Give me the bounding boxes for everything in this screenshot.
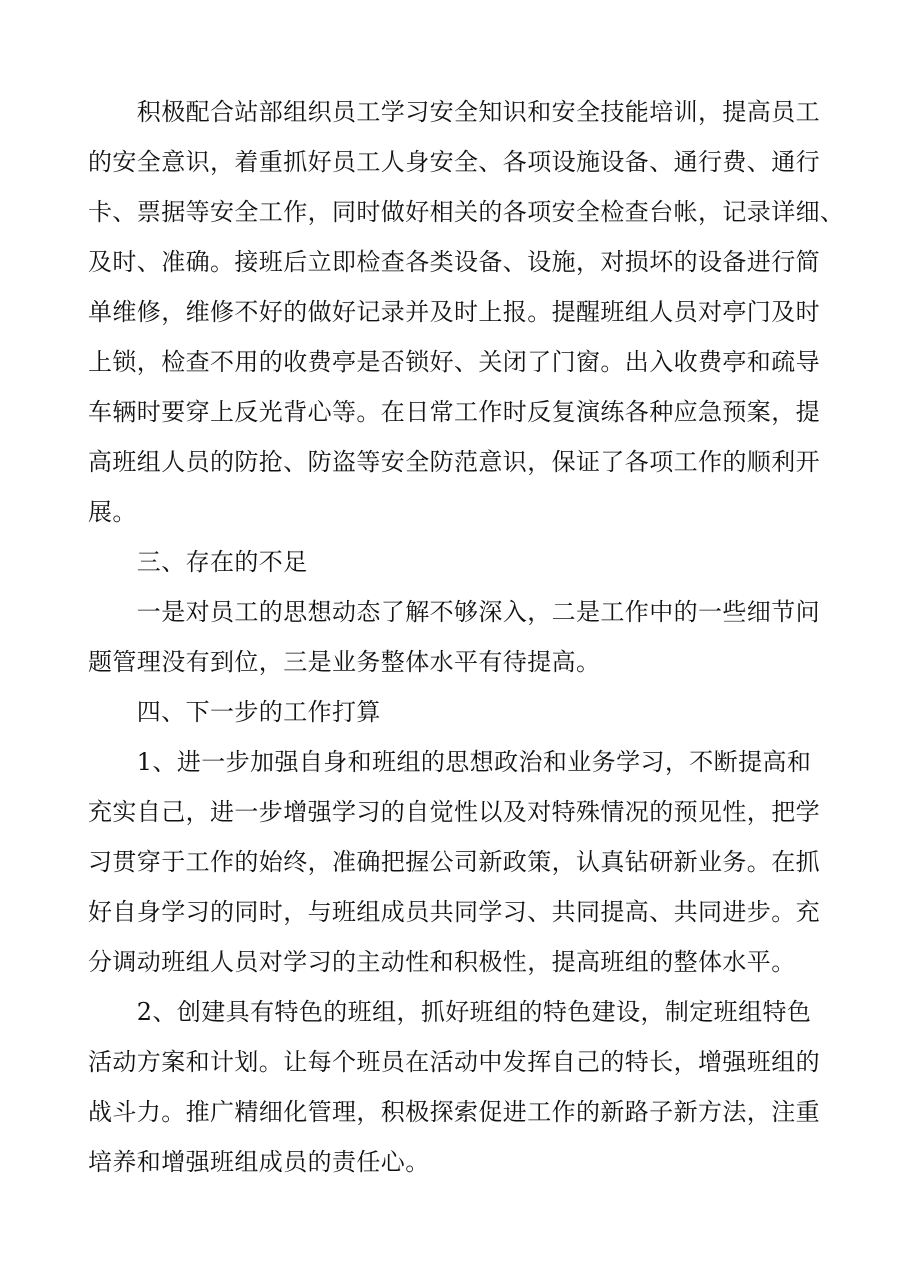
- text-line: 单维修，维修不好的做好记录并及时上报。提醒班组人员对亭门及时: [88, 298, 820, 326]
- text-line: 1、进一步加强自身和班组的思想政治和业务学习，不断提高和: [88, 748, 812, 776]
- text-line: 分调动班组人员对学习的主动性和积极性，提高班组的整体水平。: [88, 948, 796, 976]
- text-line: 充实自己，进一步增强学习的自觉性以及对特殊情况的预见性，把学: [88, 798, 820, 826]
- section-heading-next-steps: 四、下一步的工作打算: [88, 698, 381, 726]
- text-line: 高班组人员的防抢、防盗等安全防范意识，保证了各项工作的顺利开: [88, 448, 820, 476]
- text-line: 好自身学习的同时，与班组成员共同学习、共同提高、共同进步。充: [88, 898, 820, 926]
- text-line: 及时、准确。接班后立即检查各类设备、设施，对损坏的设备进行简: [88, 248, 820, 276]
- text-line: 的安全意识，着重抓好员工人身安全、各项设施设备、通行费、通行: [88, 148, 820, 176]
- text-line: 一是对员工的思想动态了解不够深入，二是工作中的一些细节问: [88, 598, 820, 626]
- text-line: 车辆时要穿上反光背心等。在日常工作时反复演练各种应急预案，提: [88, 398, 820, 426]
- text-line: 上锁，检查不用的收费亭是否锁好、关闭了门窗。出入收费亭和疏导: [88, 348, 820, 376]
- text-line: 战斗力。推广精细化管理，积极探索促进工作的新路子新方法，注重: [88, 1098, 820, 1126]
- text-line: 卡、票据等安全工作，同时做好相关的各项安全检查台帐，记录详细、: [88, 198, 845, 226]
- text-line: 题管理没有到位，三是业务整体水平有待提高。: [88, 648, 601, 676]
- text-line: 活动方案和计划。让每个班员在活动中发挥自己的特长，增强班组的: [88, 1048, 820, 1076]
- text-line: 展。: [88, 498, 137, 526]
- text-line: 2、创建具有特色的班组，抓好班组的特色建设，制定班组特色: [88, 998, 812, 1026]
- text-line: 培养和增强班组成员的责任心。: [88, 1148, 430, 1176]
- text-line: 习贯穿于工作的始终，准确把握公司新政策，认真钻研新业务。在抓: [88, 848, 820, 876]
- section-heading-shortcomings: 三、存在的不足: [88, 548, 308, 576]
- text-line: 积极配合站部组织员工学习安全知识和安全技能培训，提高员工: [88, 98, 820, 126]
